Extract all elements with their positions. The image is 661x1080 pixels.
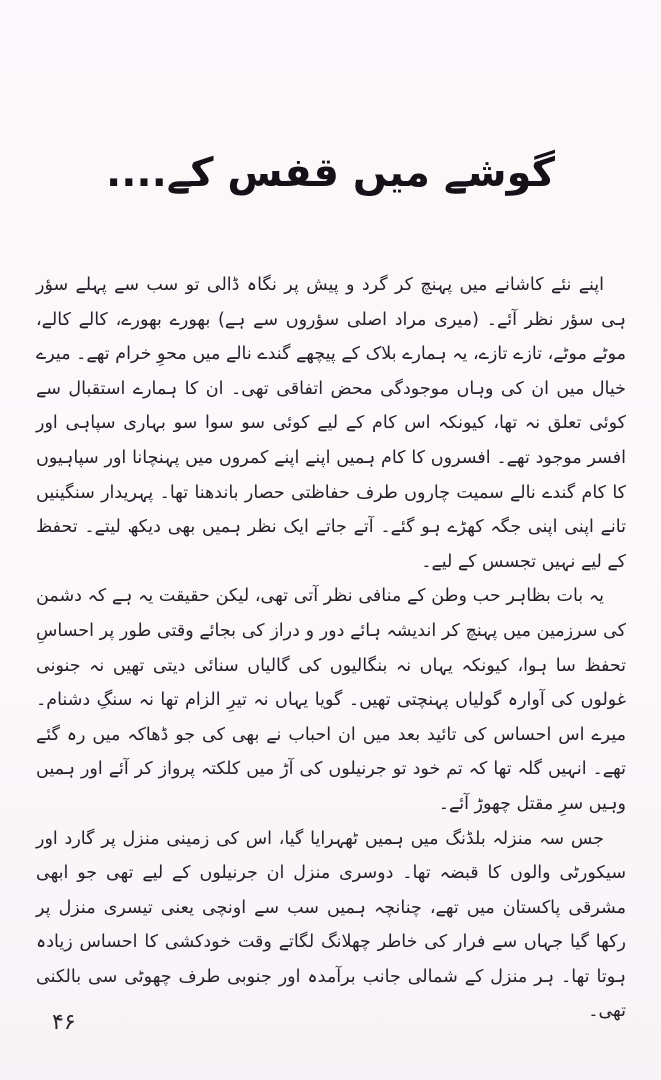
paragraph-3: جس سہ منزلہ بلڈنگ میں ہمیں ٹھہرایا گیا، اس کی زمینی منزل پر گارد اور سیکورٹی والوں کا قبضہ تھا۔ دوسری منزل ان جرنیلوں کے لیے تھی جو ابھی مشرقی پاکستان میں تھے، چنانچہ ہمیں سب سے اونچی یعنی تیسری منزل پر رکھا گیا جہاں سے فرار کی خاطر چھلانگ لگاتے وقت خودکشی کا احساس زیادہ ہوتا تھا۔ ہر منزل کے شمالی جانب برآمدہ اور جنوبی طرف چھوٹی سی بالکنی تھی۔ — [36, 828, 626, 1022]
paragraph-2: یہ بات بظاہر حب وطن کے منافی نظر آتی تھی، لیکن حقیقت یہ ہے کہ دشمن کی سرزمین میں پہنچ کر اندیشہ ہائے دور و دراز کی بجائے وقتی طور پر احساسِ تحفظ سا ہوا، کیونکہ یہاں نہ بنگالیوں کی گالیاں سنائی دیتی تھیں نہ جنونی غولوں کی آوارہ گولیاں پہنچتی تھیں۔ گویا یہاں نہ تیرِ الزام تھا نہ سنگِ دشنام۔ میرے اس احساس کی تائید بعد میں ان احباب نے بھی کی جو ڈھاکہ میں رہ گئے تھے۔ انہیں گلہ تھا کہ تم خود تو جرنیلوں کی آڑ میں کلکتہ پرواز کر آئے اور ہمیں وہیں سرِ مقتل چھوڑ آئے۔ — [36, 586, 626, 814]
paragraph-1: اپنے نئے کاشانے میں پہنچ کر گرد و پیش پر نگاہ ڈالی تو سب سے پہلے سؤر ہی سؤر نظر آئے۔ (میری مراد اصلی سؤروں سے ہے) بھورے بھورے، کالے کالے، موٹے موٹے، تازے تازے، یہ ہمارے بلاک کے پیچھے گندے نالے میں محوِ خرام تھے۔ میرے خیال میں ان کی وہاں موجودگی محض اتفاقی تھی۔ ان کا ہمارے استقبال سے کوئی تعلق نہ تھا، کیونکہ اس کام کے لیے کوئی سو سوا سو بہاری سپاہی اور افسر موجود تھے۔ افسروں کا کام ہمیں اپنے اپنے کمروں میں پہنچانا اور سپاہیوں کا کام گندے نالے سمیت چاروں طرف حفاظتی حصار باندھنا تھا۔ پہریدار سنگینیں تانے اپنی اپنی جگہ کھڑے ہو گئے۔ آتے جاتے ایک نظر ہمیں بھی دیکھ لیتے۔ تحفظ کے لیے نہیں تجسس کے لیے۔ — [36, 275, 626, 572]
chapter-title: گوشے میں قفس کے.... — [106, 150, 555, 196]
body-text — [36, 268, 626, 1029]
page-number: ۴۶ — [52, 1010, 76, 1035]
